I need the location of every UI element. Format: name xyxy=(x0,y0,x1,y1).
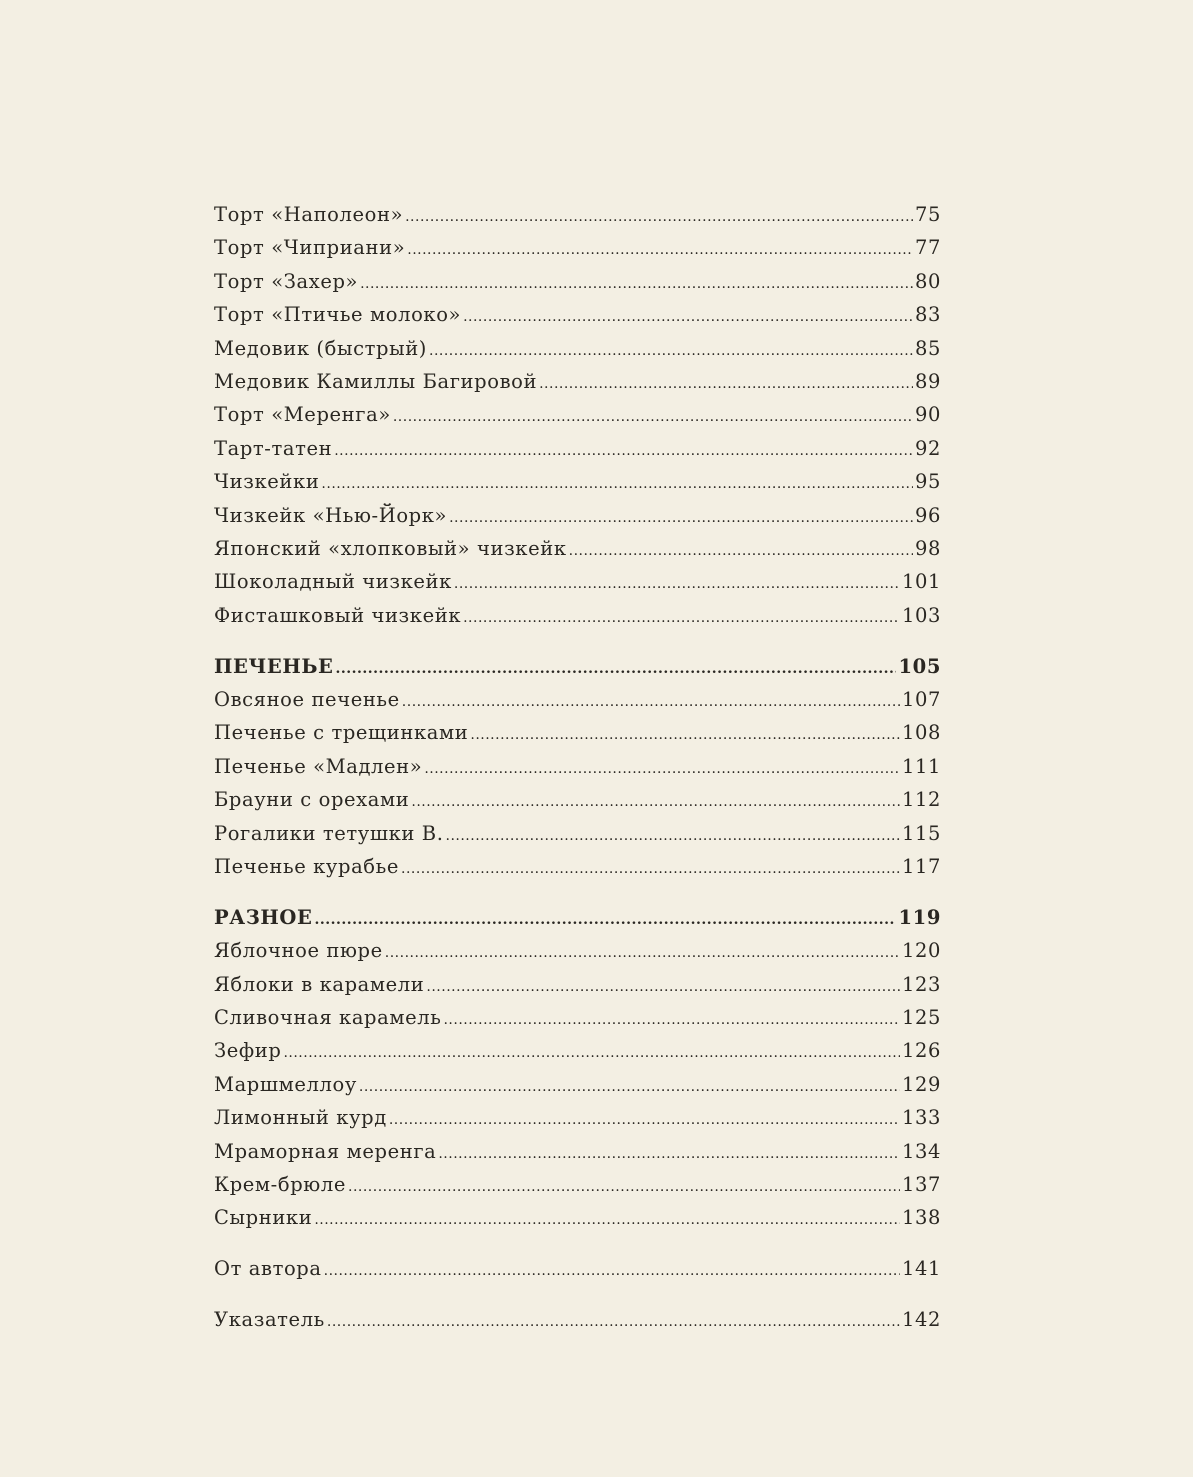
section-title: РАЗНОЕ xyxy=(214,905,313,929)
dot-leader xyxy=(327,1306,900,1339)
entry-page-number: 134 xyxy=(901,1139,941,1163)
toc-entry[interactable] xyxy=(214,1168,941,1201)
entry-title: Печенье курабье xyxy=(214,854,399,878)
entry-page-number: 142 xyxy=(901,1308,941,1332)
dot-leader xyxy=(443,1004,899,1037)
dot-leader xyxy=(389,1104,900,1137)
dot-leader xyxy=(405,201,913,234)
dot-leader xyxy=(314,904,896,937)
entry-page-number: 85 xyxy=(914,336,941,360)
entry-page-number: 111 xyxy=(901,754,941,778)
entry-page-number: 112 xyxy=(901,788,941,812)
entry-title: Яблочное пюре xyxy=(214,939,383,963)
dot-leader xyxy=(429,335,913,368)
toc-entry[interactable] xyxy=(214,750,941,783)
entry-title: Тарт-татен xyxy=(214,436,333,460)
toc-entry[interactable] xyxy=(214,265,941,298)
entry-title: Крем-брюле xyxy=(214,1172,346,1196)
dot-leader xyxy=(324,1255,900,1288)
entry-page-number: 125 xyxy=(901,1005,941,1029)
entry-page-number: 92 xyxy=(914,436,941,460)
toc-section-heading[interactable] xyxy=(214,650,941,683)
dot-leader xyxy=(411,786,900,819)
entry-title: Чизкейки xyxy=(214,470,320,494)
toc-entry[interactable] xyxy=(214,432,941,465)
entry-page-number: 83 xyxy=(914,303,941,327)
dot-leader xyxy=(360,268,913,301)
entry-page-number: 96 xyxy=(914,503,941,527)
dot-leader xyxy=(449,502,913,535)
toc-entry[interactable] xyxy=(214,499,941,532)
toc-entry[interactable] xyxy=(214,599,941,632)
dot-leader xyxy=(334,435,913,468)
entry-title: Маршмеллоу xyxy=(214,1072,357,1096)
dot-leader xyxy=(402,686,900,719)
entry-title: Мраморная меренга xyxy=(214,1139,437,1163)
toc-entry[interactable] xyxy=(214,1135,941,1168)
toc-entry[interactable] xyxy=(214,1303,941,1336)
entry-title: Сырники xyxy=(214,1206,313,1230)
dot-leader xyxy=(321,468,913,501)
dot-leader xyxy=(393,401,913,434)
entry-page-number: 133 xyxy=(901,1106,941,1130)
entry-page-number: 138 xyxy=(901,1206,941,1230)
entry-page-number: 137 xyxy=(901,1172,941,1196)
toc-entry[interactable] xyxy=(214,565,941,598)
toc-entry[interactable] xyxy=(214,1101,941,1134)
dot-leader xyxy=(385,937,900,970)
toc-entry[interactable] xyxy=(214,532,941,565)
dot-leader xyxy=(314,1204,900,1237)
dot-leader xyxy=(348,1171,900,1204)
entry-page-number: 89 xyxy=(914,369,941,393)
entry-page-number: 80 xyxy=(914,269,941,293)
entry-title: Медовик (быстрый) xyxy=(214,336,427,360)
toc-entry[interactable] xyxy=(214,1201,941,1234)
toc-section-heading[interactable] xyxy=(214,901,941,934)
entry-page-number: 120 xyxy=(901,939,941,963)
toc-entry[interactable] xyxy=(214,683,941,716)
entry-page-number: 98 xyxy=(914,536,941,560)
entry-title: Торт «Захер» xyxy=(214,269,359,293)
toc-entry[interactable] xyxy=(214,298,941,331)
entry-page-number: 126 xyxy=(901,1039,941,1063)
toc-entry[interactable] xyxy=(214,398,941,431)
entry-page-number: 107 xyxy=(901,687,941,711)
entry-title: Рогалики тетушки В. xyxy=(214,821,444,845)
toc-entry[interactable] xyxy=(214,1068,941,1101)
toc-entry[interactable] xyxy=(214,783,941,816)
entry-page-number: 115 xyxy=(901,821,941,845)
dot-leader xyxy=(438,1138,900,1171)
entry-title: Торт «Наполеон» xyxy=(214,203,404,226)
toc-entry[interactable] xyxy=(214,365,941,398)
toc-entry[interactable] xyxy=(214,1252,941,1285)
dot-leader xyxy=(401,853,900,886)
dot-leader xyxy=(426,971,900,1004)
dot-leader xyxy=(407,234,913,267)
entry-title: Зефир xyxy=(214,1039,282,1063)
entry-title: Торт «Птичье молоко» xyxy=(214,303,462,327)
toc-entry[interactable] xyxy=(214,1001,941,1034)
entry-page-number: 108 xyxy=(901,721,941,745)
entry-page-number: 141 xyxy=(901,1257,941,1281)
entry-page-number: 95 xyxy=(914,470,941,494)
entry-page-number: 101 xyxy=(901,570,941,594)
toc-entry[interactable] xyxy=(214,231,941,264)
dot-leader xyxy=(283,1037,900,1070)
entry-page-number: 77 xyxy=(914,236,941,260)
entry-page-number: 123 xyxy=(901,972,941,996)
entry-title: Лимонный курд xyxy=(214,1106,387,1130)
entry-title: Медовик Камиллы Багировой xyxy=(214,369,538,393)
entry-title: Печенье «Мадлен» xyxy=(214,754,423,778)
entry-title: Чизкейк «Нью-Йорк» xyxy=(214,503,448,527)
entry-title: Торт «Чиприани» xyxy=(214,236,406,260)
entry-page-number: 117 xyxy=(901,854,941,878)
entry-page-number: 129 xyxy=(901,1072,941,1096)
entry-title: Фисташковый чизкейк xyxy=(214,603,462,627)
dot-leader xyxy=(539,368,913,401)
dot-leader xyxy=(336,653,897,686)
entry-title: Овсяное печенье xyxy=(214,687,400,711)
entry-title: Торт «Меренга» xyxy=(214,403,391,427)
dot-leader xyxy=(446,820,900,853)
dot-leader xyxy=(454,568,900,601)
dot-leader xyxy=(569,535,913,568)
dot-leader xyxy=(424,753,900,786)
entry-title: Указатель xyxy=(214,1308,325,1332)
section-title: ПЕЧЕНЬЕ xyxy=(214,654,334,678)
entry-page-number: 103 xyxy=(901,603,941,627)
dot-leader xyxy=(359,1071,900,1104)
entry-page-number: 90 xyxy=(914,403,941,427)
toc-entry[interactable] xyxy=(214,198,941,231)
entry-title: Сливочная карамель xyxy=(214,1005,442,1029)
toc-entry[interactable] xyxy=(214,817,941,850)
dot-leader xyxy=(463,602,900,635)
toc-entry[interactable] xyxy=(214,850,941,883)
entry-title: Японский «хлопковый» чизкейк xyxy=(214,536,567,560)
toc-entry[interactable] xyxy=(214,465,941,498)
toc-entry[interactable] xyxy=(214,1034,941,1067)
entry-title: Шоколадный чизкейк xyxy=(214,570,452,594)
section-page-number: 119 xyxy=(898,905,941,929)
toc-entry[interactable] xyxy=(214,934,941,967)
entry-title: Яблоки в карамели xyxy=(214,972,425,996)
toc-entry[interactable] xyxy=(214,332,941,365)
toc-entry[interactable] xyxy=(214,716,941,749)
entry-title: Печенье с трещинками xyxy=(214,721,469,745)
entry-title: Брауни с орехами xyxy=(214,788,410,812)
table-of-contents xyxy=(214,198,941,1337)
section-page-number: 105 xyxy=(898,654,941,678)
entry-page-number: 75 xyxy=(914,203,941,226)
dot-leader xyxy=(463,301,913,334)
entry-title: От автора xyxy=(214,1257,322,1281)
toc-entry[interactable] xyxy=(214,968,941,1001)
dot-leader xyxy=(470,719,900,752)
